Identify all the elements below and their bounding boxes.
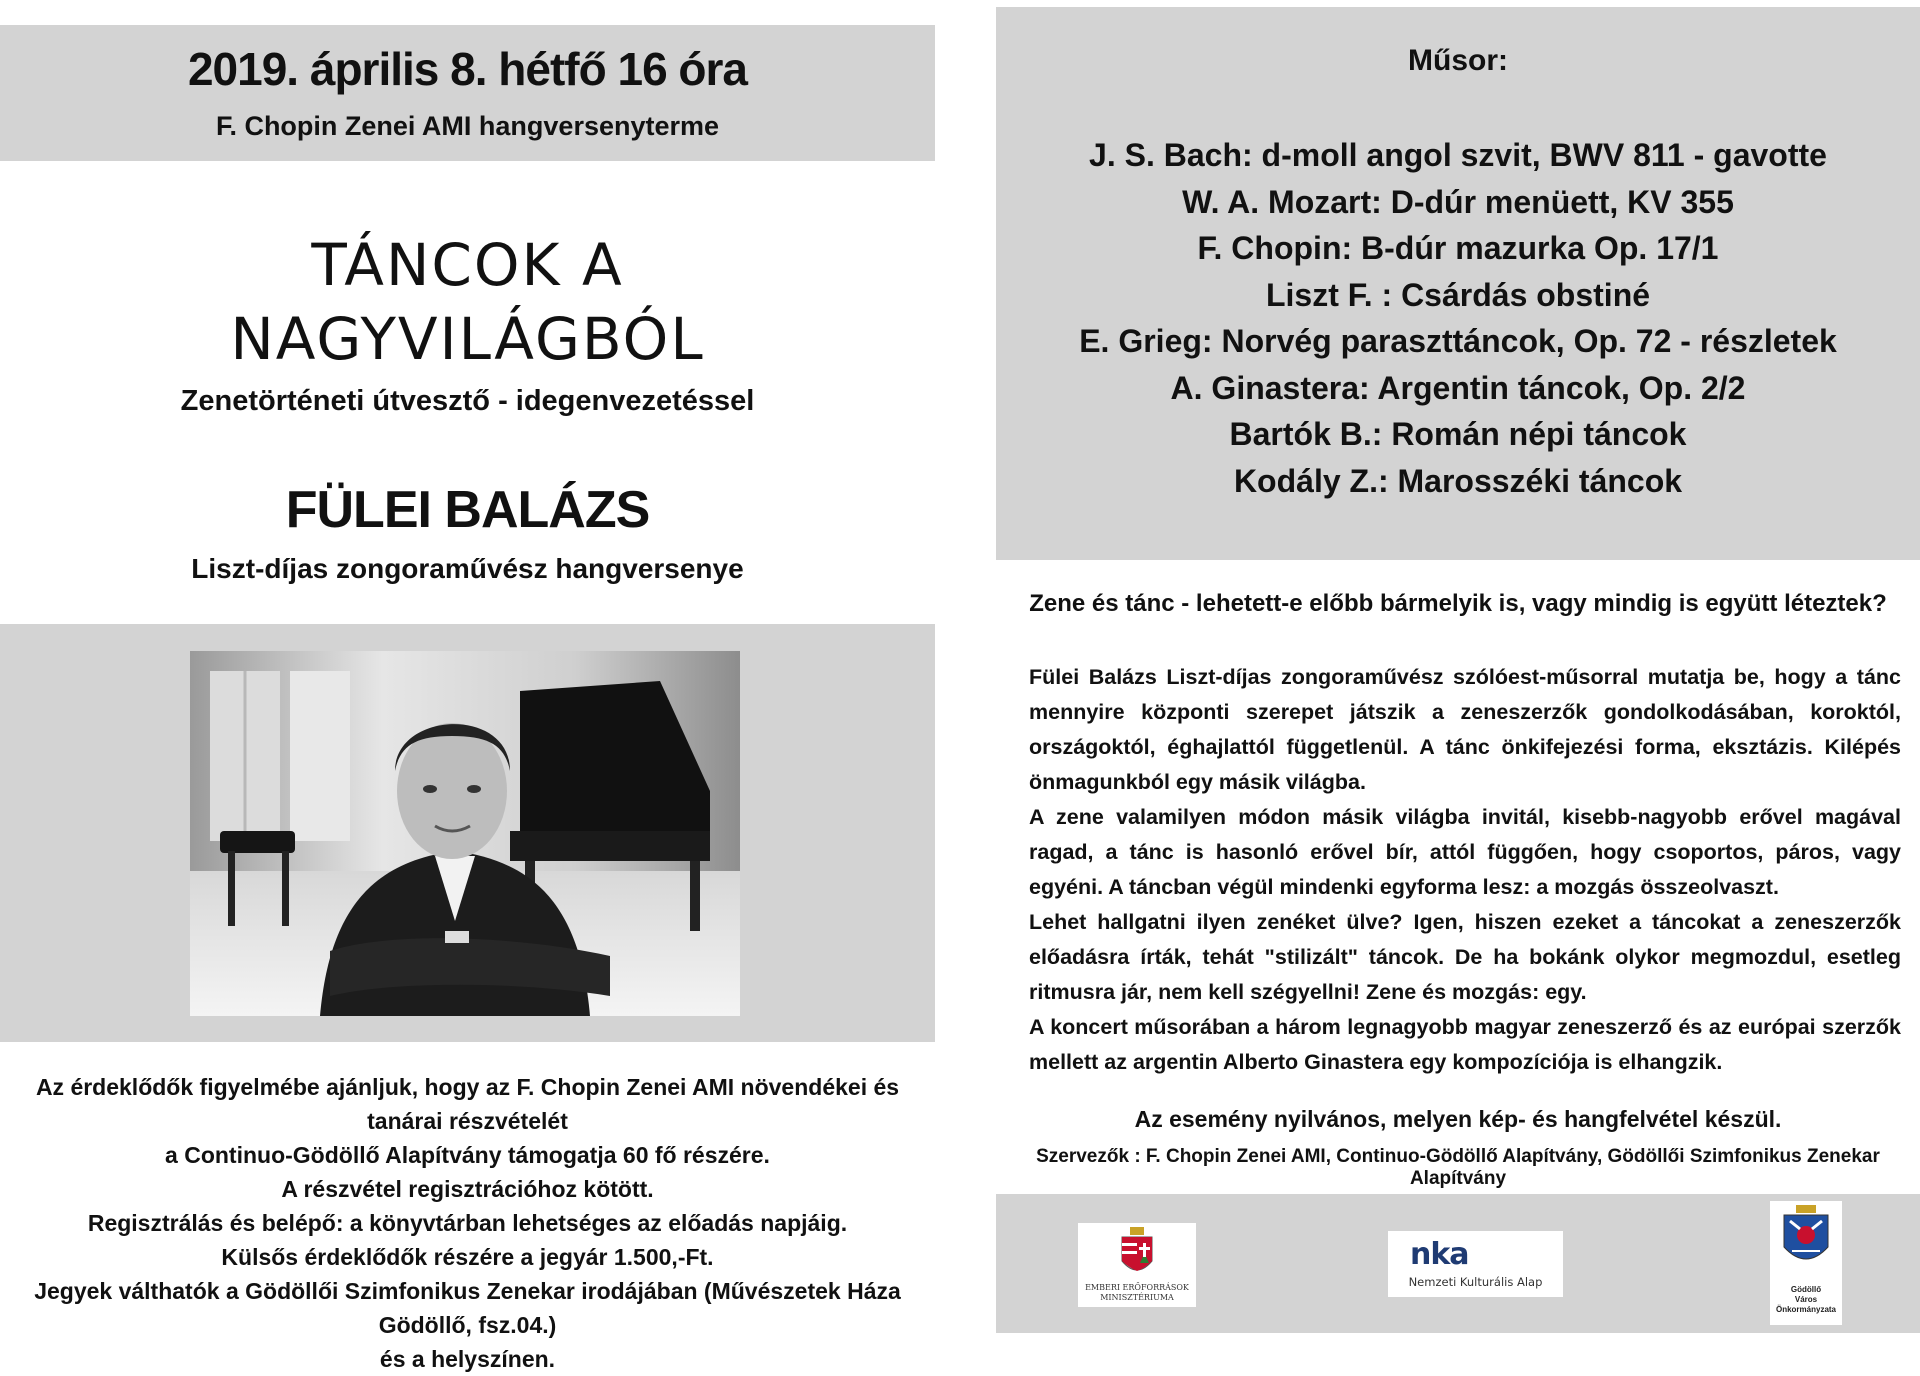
event-title xyxy=(150,228,785,376)
info-line-2: a Continuo-Gödöllő Alapítvány támogatja 60 fő részére. xyxy=(165,1142,770,1168)
performer-description: Liszt-díjas zongoraművész hangversenye xyxy=(191,553,744,584)
event-subtitle: Zenetörténeti útvesztő - idegenvezetéssel xyxy=(180,385,755,417)
godollo-logo-line-2: Város xyxy=(1794,1295,1818,1304)
info-line-3: A részvétel regisztrációhoz kötött. xyxy=(281,1176,654,1202)
description-paragraph: A zene valamilyen módon másik világba invitál, kisebb-nagyobb erővel magával ragad, a tánc is hasonló erővel bír, attól függően, hogy csoportos, páros, vagy egyéni. A táncban végül mindenki egyforma lesz: a mozgás összeolvaszt. xyxy=(1029,805,1901,899)
performer-name: FÜLEI BALÁZS xyxy=(285,481,650,539)
program-item: E. Grieg: Norvég paraszttáncok, Op. 72 - részletek xyxy=(1079,323,1837,359)
program-item: J. S. Bach: d-moll angol szvit, BWV 811 - gavotte xyxy=(1089,137,1827,173)
godollo-logo-line-3: Önkormányzata xyxy=(1775,1305,1837,1314)
performer-photo xyxy=(190,651,740,1016)
program-item: W. A. Mozart: D-dúr menüett, KV 355 xyxy=(1182,183,1734,220)
emmi-logo xyxy=(1078,1223,1196,1307)
godollo-coat-of-arms-icon xyxy=(1770,1201,1842,1281)
program-heading: Műsor: xyxy=(1408,44,1508,77)
nka-logo-name: Nemzeti Kulturális Alap xyxy=(1408,1275,1543,1289)
emmi-logo-line-2: MINISZTÉRIUMA xyxy=(1100,1293,1174,1302)
emmi-logo-line-1: EMBERI ERŐFORRÁSOK xyxy=(1085,1283,1189,1292)
program-item: Kodály Z.: Marosszéki táncok xyxy=(1233,462,1683,499)
info-block xyxy=(0,1070,935,1376)
event-date-title: 2019. április 8. hétfő 16 óra xyxy=(187,43,748,95)
info-line-4: Regisztrálás és belépő: a könyvtárban lehetséges az előadás napjáig. xyxy=(87,1210,848,1236)
description-paragraph: Lehet hallgatni ilyen zenéket ülve? Igen, hiszen ezeket a táncokat a zeneszerzők előadásra írták, tehát "stilizált" táncok. De ha bokánk olykor megmozdul, esetleg ritmusra jár, nem kell szégyellni! Zene és mozgás: egy. xyxy=(1029,910,1901,1004)
public-event-note: Az esemény nyilvános, melyen kép- és hangfelvétel készül. xyxy=(1134,1106,1782,1132)
concert-question: Zene és tánc - lehetett-e előbb bármelyik is, vagy mindig is együtt léteztek? xyxy=(1029,590,1887,617)
godollo-logo xyxy=(1770,1201,1842,1325)
event-venue: F. Chopin Zenei AMI hangversenyterme xyxy=(215,111,720,141)
nka-logo xyxy=(1388,1231,1563,1297)
info-line-7: és a helyszínen. xyxy=(379,1346,556,1372)
info-line-1: Az érdeklődők figyelmébe ajánljuk, hogy az F. Chopin Zenei AMI növendékei és tanárai részvételét xyxy=(35,1074,900,1134)
info-line-6: Jegyek válthatók a Gödöllői Szimfonikus Zenekar irodájában (Művészetek Háza Gödöllő, fsz.04.) xyxy=(34,1278,901,1338)
performer-photo-illustration xyxy=(190,651,740,1016)
program-item: Bartók B.: Román népi táncok xyxy=(1229,416,1687,452)
event-title-line-2: NAGYVILÁGBÓL xyxy=(230,305,705,373)
program-item: A. Ginastera: Argentin táncok, Op. 2/2 xyxy=(1170,369,1746,406)
nka-logo-mark: nka xyxy=(1410,1237,1469,1272)
description-paragraph: Fülei Balázs Liszt-díjas zongoraművész szólóest-műsorral mutatja be, hogy a tánc mennyire központi szerepet játszik a zeneszerzők gondolkodásában, koroktól, országoktól, éghajlattól függetlenül. A tánc önkifejezési forma, eksztázis. Kilépés önmagunkból egy másik világba. xyxy=(1029,665,1901,794)
program-list xyxy=(996,132,1920,504)
event-title-line-1: TÁNCOK A xyxy=(311,231,624,299)
organizers-line: Szervezők : F. Chopin Zenei AMI, Continuo-Gödöllő Alapítvány, Gödöllői Szimfonikus Zenekar Alapítvány xyxy=(1036,1146,1880,1189)
godollo-logo-line-1: Gödöllő xyxy=(1790,1285,1822,1294)
program-item: F. Chopin: B-dúr mazurka Op. 17/1 xyxy=(1197,230,1719,266)
description-paragraph: A koncert műsorában a három legnagyobb magyar zeneszerző és az európai szerzők mellett az argentin Alberto Ginastera egy kompozíciója is elhangzik. xyxy=(1029,1015,1901,1074)
concert-description xyxy=(1029,660,1901,1080)
program-item: Liszt F. : Csárdás obstiné xyxy=(1265,276,1651,313)
info-line-5: Külsős érdeklődők részére a jegyár 1.500,-Ft. xyxy=(221,1244,714,1270)
